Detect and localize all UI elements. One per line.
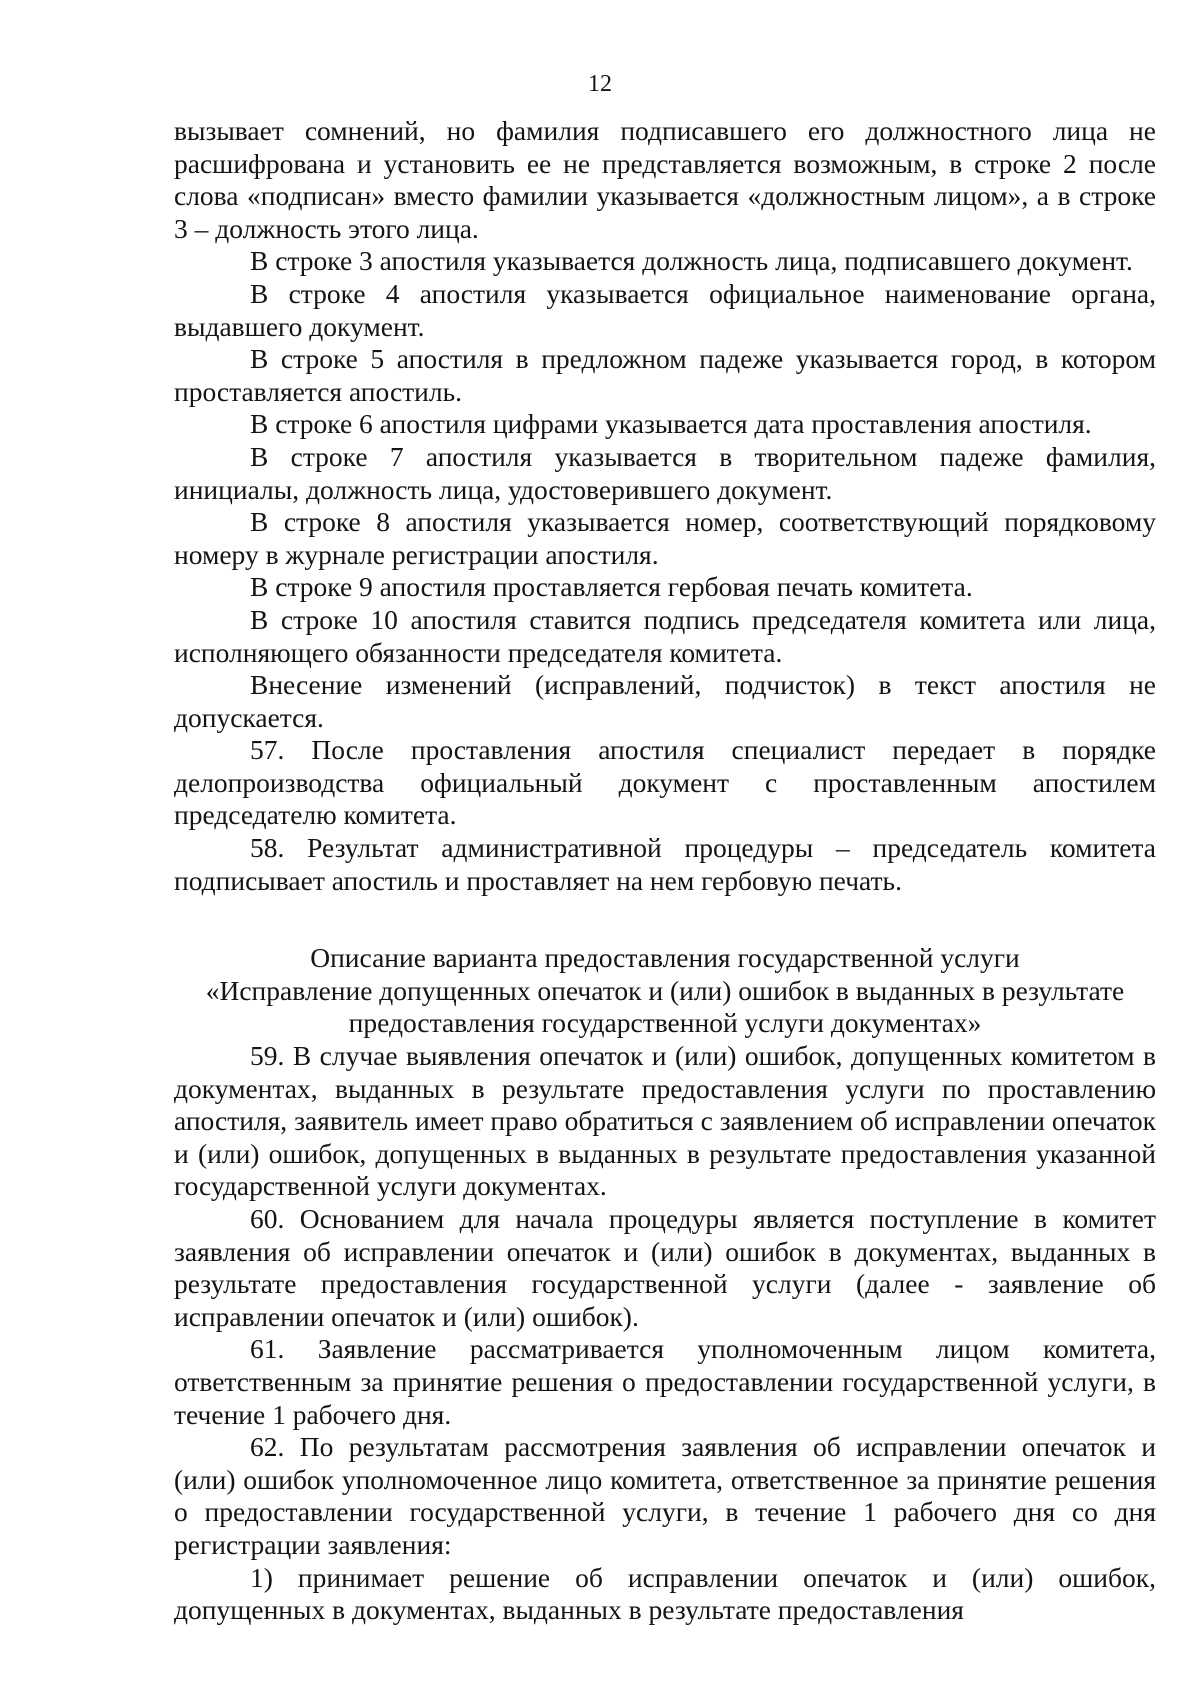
paragraph-60: 60. Основанием для начала процедуры является поступление в комитет заявления об исправлении опечаток и (или) ошибок в документах, выданных в результате предоставления государственной услуги (далее - заявление об исправлении опечаток и (или) ошибок). [174, 1203, 1156, 1332]
paragraph-no-changes: Внесение изменений (исправлений, подчисток) в текст апостиля не допускается. [174, 669, 1156, 733]
section-heading-line: «Исправление допущенных опечаток и (или) ошибок в выданных в результате [205, 974, 1125, 1006]
paragraph-line-9: В строке 9 апостиля проставляется гербовая печать комитета. [250, 571, 973, 603]
paragraph-57: 57. После проставления апостиля специалист передает в порядке делопроизводства официальный документ с проставленным апостилем председателю комитета. [174, 734, 1156, 831]
section-heading [174, 942, 1156, 1040]
paragraph-line-8: В строке 8 апостиля указывается номер, соответствующий порядковому номеру в журнале регистрации апостиля. [174, 506, 1156, 570]
paragraph-continuation: вызывает сомнений, но фамилия подписавшего его должностного лица не расшифрована и установить ее не представляется возможным, в строке 2 после слова «подписан» вместо фамилии указывается «должностным лицом», а в строке 3 – должность этого лица. [174, 115, 1156, 244]
paragraph-line-4: В строке 4 апостиля указывается официальное наименование органа, выдавшего документ. [174, 277, 1156, 342]
section-heading-line: предоставления государственной услуги документах» [348, 1007, 982, 1039]
paragraph-62-item-1: 1) принимает решение об исправлении опечаток и (или) ошибок, допущенных в документах, выданных в результате предоставления [174, 1561, 1156, 1626]
paragraph-59: 59. В случае выявления опечаток и (или) ошибок, допущенных комитетом в документах, выданных в результате предоставления услуги по проставлению апостиля, заявитель имеет право обратиться с заявлением об исправлении опечаток и (или) ошибок, допущенных в выданных в результате предоставления указанной государственной услуги документах. [174, 1040, 1156, 1202]
paragraph-58: 58. Результат административной процедуры – председатель комитета подписывает апостиль и проставляет на нем гербовую печать. [174, 832, 1156, 896]
paragraph-line-6: В строке 6 апостиля цифрами указывается дата проставления апостиля. [250, 408, 1092, 440]
paragraph-61: 61. Заявление рассматривается уполномоченным лицом комитета, ответственным за принятие решения о предоставлении государственной услуги, в течение 1 рабочего дня. [174, 1333, 1156, 1430]
document-body [174, 115, 1156, 1627]
paragraph-line-3: В строке 3 апостиля указывается должность лица, подписавшего документ. [250, 245, 1133, 277]
paragraph-line-5: В строке 5 апостиля в предложном падеже указывается город, в котором проставляется апостиль. [174, 343, 1156, 407]
section-heading-line: Описание варианта предоставления государственной услуги [310, 942, 1020, 974]
paragraph-line-10: В строке 10 апостиля ставится подпись председателя комитета или лица, исполняющего обязанности председателя комитета. [174, 603, 1156, 668]
page-number: 12 [588, 71, 612, 97]
paragraph-line-7: В строке 7 апостиля указывается в творительном падеже фамилия, инициалы, должность лица, удостоверившего документ. [174, 440, 1156, 505]
paragraph-62: 62. По результатам рассмотрения заявления об исправлении опечаток и (или) ошибок уполномоченное лицо комитета, ответственное за принятие решения о предоставлении государственной услуги, в течение 1 рабочего дня со дня регистрации заявления: [174, 1431, 1156, 1560]
